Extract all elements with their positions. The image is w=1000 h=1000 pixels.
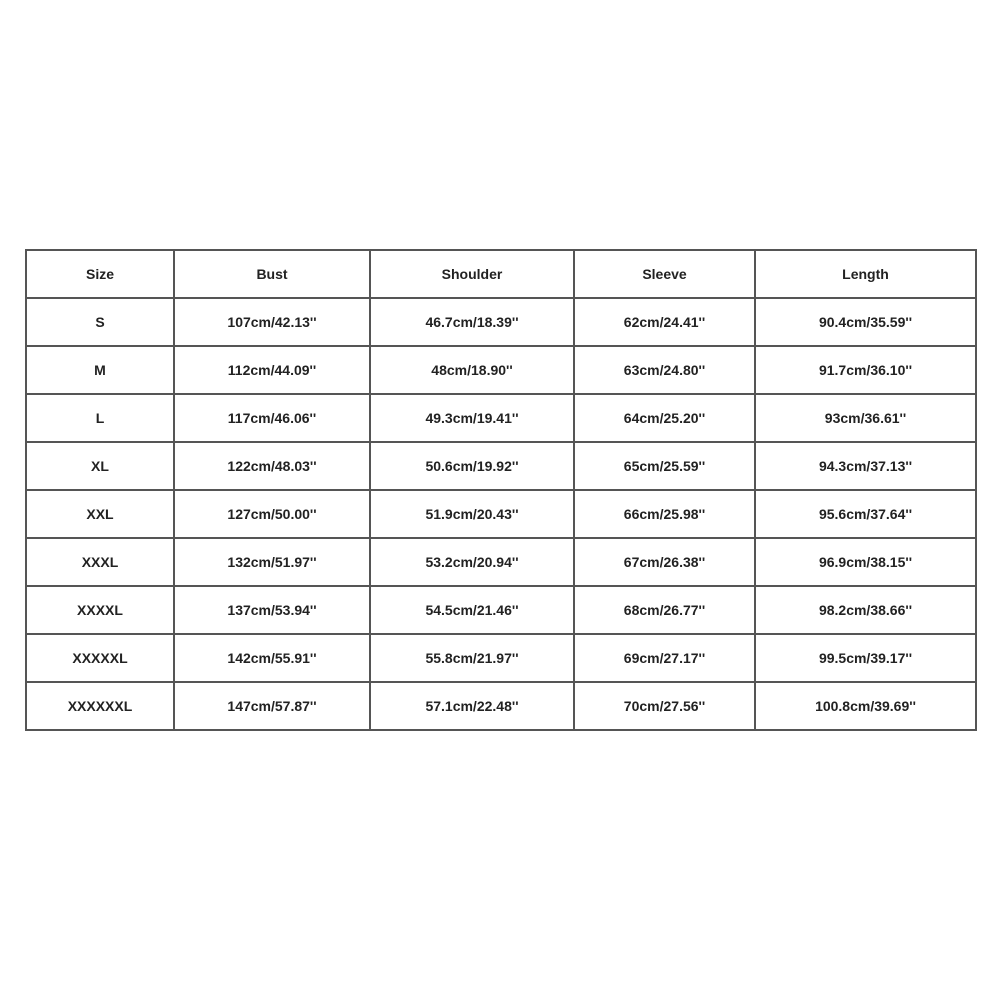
cell-bust: 137cm/53.94'' <box>174 586 370 634</box>
table-row <box>26 442 976 490</box>
cell-size: XL <box>26 442 174 490</box>
cell-size: M <box>26 346 174 394</box>
cell-shoulder: 55.8cm/21.97'' <box>370 634 574 682</box>
table-row <box>26 394 976 442</box>
cell-sleeve: 65cm/25.59'' <box>574 442 755 490</box>
table-row <box>26 298 976 346</box>
header-sleeve: Sleeve <box>574 250 755 298</box>
cell-length: 96.9cm/38.15'' <box>755 538 976 586</box>
header-shoulder: Shoulder <box>370 250 574 298</box>
cell-bust: 112cm/44.09'' <box>174 346 370 394</box>
cell-bust: 147cm/57.87'' <box>174 682 370 730</box>
cell-shoulder: 54.5cm/21.46'' <box>370 586 574 634</box>
header-row <box>26 250 976 298</box>
cell-size: XXXL <box>26 538 174 586</box>
cell-length: 94.3cm/37.13'' <box>755 442 976 490</box>
cell-size: XXL <box>26 490 174 538</box>
size-chart-header <box>26 250 976 298</box>
cell-length: 99.5cm/39.17'' <box>755 634 976 682</box>
cell-bust: 117cm/46.06'' <box>174 394 370 442</box>
cell-length: 100.8cm/39.69'' <box>755 682 976 730</box>
cell-shoulder: 53.2cm/20.94'' <box>370 538 574 586</box>
cell-size: S <box>26 298 174 346</box>
cell-bust: 132cm/51.97'' <box>174 538 370 586</box>
cell-size: XXXXXXL <box>26 682 174 730</box>
cell-shoulder: 49.3cm/19.41'' <box>370 394 574 442</box>
cell-length: 98.2cm/38.66'' <box>755 586 976 634</box>
cell-size: XXXXL <box>26 586 174 634</box>
cell-bust: 142cm/55.91'' <box>174 634 370 682</box>
cell-sleeve: 69cm/27.17'' <box>574 634 755 682</box>
cell-size: L <box>26 394 174 442</box>
table-row <box>26 634 976 682</box>
cell-shoulder: 57.1cm/22.48'' <box>370 682 574 730</box>
header-size: Size <box>26 250 174 298</box>
header-length: Length <box>755 250 976 298</box>
cell-sleeve: 62cm/24.41'' <box>574 298 755 346</box>
cell-size: XXXXXL <box>26 634 174 682</box>
cell-sleeve: 70cm/27.56'' <box>574 682 755 730</box>
table-row <box>26 586 976 634</box>
cell-sleeve: 68cm/26.77'' <box>574 586 755 634</box>
size-chart-body <box>26 298 976 730</box>
cell-length: 93cm/36.61'' <box>755 394 976 442</box>
cell-length: 95.6cm/37.64'' <box>755 490 976 538</box>
table-row <box>26 682 976 730</box>
cell-bust: 107cm/42.13'' <box>174 298 370 346</box>
cell-sleeve: 64cm/25.20'' <box>574 394 755 442</box>
table-row <box>26 490 976 538</box>
cell-length: 90.4cm/35.59'' <box>755 298 976 346</box>
cell-bust: 127cm/50.00'' <box>174 490 370 538</box>
table-row <box>26 346 976 394</box>
cell-sleeve: 66cm/25.98'' <box>574 490 755 538</box>
cell-shoulder: 51.9cm/20.43'' <box>370 490 574 538</box>
cell-length: 91.7cm/36.10'' <box>755 346 976 394</box>
header-bust: Bust <box>174 250 370 298</box>
cell-shoulder: 48cm/18.90'' <box>370 346 574 394</box>
table-row <box>26 538 976 586</box>
cell-sleeve: 63cm/24.80'' <box>574 346 755 394</box>
cell-sleeve: 67cm/26.38'' <box>574 538 755 586</box>
cell-shoulder: 50.6cm/19.92'' <box>370 442 574 490</box>
cell-shoulder: 46.7cm/18.39'' <box>370 298 574 346</box>
cell-bust: 122cm/48.03'' <box>174 442 370 490</box>
size-chart-table <box>25 249 977 731</box>
